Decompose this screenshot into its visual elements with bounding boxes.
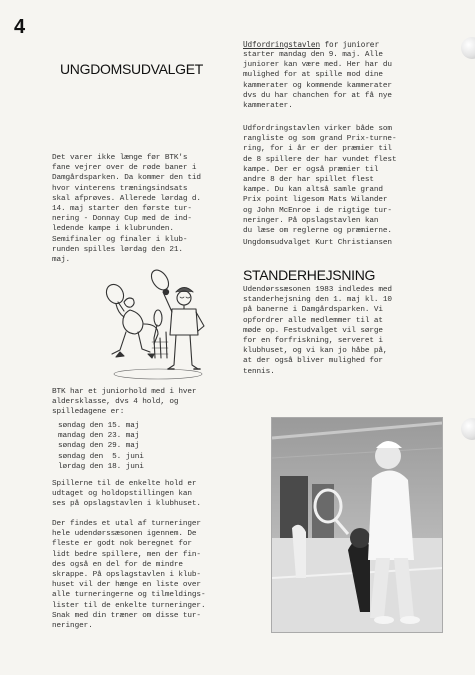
ungdom-paragraph: Det varer ikke længe før BTK's fane vejrer over de røde baner i Damgårdsparken. Da kommer den tid hvor vinterens træningsindsats skal afprøves. Allerede lørdag d. 14. maj starter den første tur- nering - Donnay Cup med de ind- ledende kampe i klubrunden. Semifinaler og finaler i klub- runden spilles lørdag den 21. maj. [52,154,201,265]
page-number: 4 [14,16,26,38]
junior-paragraph-3: Der findes et utal af turneringer hele udendørssæsonen igennem. De fleste er godt nok beregnet for lidt bedre spillere, men der fin- des også en del for de mindre skrappe. På opslagstavlen i klub- huset vil der hænge en liste over alle turneringerne og tilmeldings- lister til de enkelte turneringer. Snak med din træner om disse tur- neringer. [52,520,206,631]
page-corner-marker-bottom [461,418,475,440]
junior-dates: søndag den 15. maj mandag den 23. maj søndag den 29. maj søndag den 5. juni lørdag den 18. juni [58,422,144,471]
standerhejsning-heading: STANDERHEJSNING [243,267,376,283]
ungdomsudvalget-heading: UNGDOMSUDVALGET [60,61,204,77]
junior-paragraph-2: Spillerne til de enkelte hold er udtaget og holdopstillingen kan ses på opslagstavlen i klubhuset. [52,480,201,509]
udfordring-paragraph-1: starter mandag den 9. maj. Alle juniorer kan være med. Her har du mulighed for at spille mod dine kammerater og kommende kammerater dvs du har chanchen for at få nye kammerater. [243,51,392,111]
udfordring-first-rest: for juniorer [319,40,379,49]
page-corner-marker-top [461,37,475,59]
udfordring-paragraph-2: Udfordringstavlen virker både som rangliste og som grand Prix-turne- ring, for i år er der præmier til de 8 spillere der har vundet flest kampe. Der er også præmier til andre 8 der har spillet flest kampe. Du kan altså samle grand Prix point ligesom Mats Wilander og John McEnroe i de rigtige tur- neringer. På opslagstavlen kan du læse om reglerne og præmierne. [243,125,397,236]
tennis-players-illustration [100,262,208,382]
udfordring-signature: Ungdomsudvalget Kurt Christiansen [243,239,392,247]
udfordring-first-line [243,40,379,50]
junior-intro: BTK har et juniorhold med i hver aldersklasse, dvs 4 hold, og spilledagene er: [52,388,197,417]
tennis-photo [271,417,443,633]
udfordring-title: Udfordringstavlen [243,40,320,49]
standerhejsning-paragraph: Udendørssæsonen 1983 indledes med standerhejsning den 1. maj kl. 10 på banerne i Damgårdsparken. Vi opfordrer alle medlemmer til at møde op. Festudvalget vil sørge for en forfriskning, serveret i klubhuset, og vi kan jo håbe på, at der også bliver mulighed for tennis. [243,286,392,376]
